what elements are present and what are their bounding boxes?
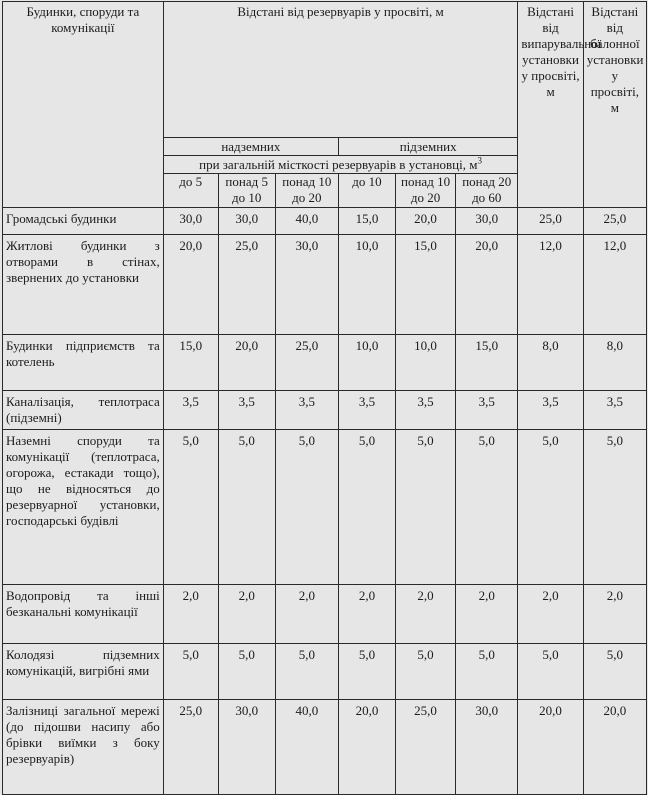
header-capacity-text: при загальній місткості резервуарів в установці, м [199,156,478,172]
distance-value: 5,0 [518,644,583,700]
header-buildings: Будинки, споруди та комунікації [3,2,164,208]
distance-value: 15,0 [338,208,395,235]
row-label: Каналізація, теплотраса (підземні) [3,391,164,430]
distance-value: 5,0 [275,430,338,585]
distance-value: 20,0 [518,700,583,795]
table-body [3,208,647,795]
distance-value: 3,5 [395,391,455,430]
distance-value: 8,0 [583,335,646,391]
distance-value: 2,0 [518,585,583,644]
header-capacity [163,156,518,174]
range-cell: до 5 [163,174,218,208]
distance-value: 3,5 [338,391,395,430]
range-cell: понад 5 до 10 [218,174,275,208]
distance-value: 2,0 [218,585,275,644]
header-capacity-sup: 3 [477,155,482,166]
distance-value: 25,0 [163,700,218,795]
distance-value: 12,0 [583,235,646,335]
table-row [3,235,647,335]
range-cell: понад 10 до 20 [275,174,338,208]
distance-value: 20,0 [456,235,518,335]
range-cell: до 10 [338,174,395,208]
distance-value: 15,0 [395,235,455,335]
distance-value: 30,0 [456,208,518,235]
distance-value: 5,0 [218,430,275,585]
distance-value: 30,0 [163,208,218,235]
distance-value: 2,0 [275,585,338,644]
distance-value: 10,0 [395,335,455,391]
distance-value: 10,0 [338,235,395,335]
distance-value: 20,0 [163,235,218,335]
row-label: Колодязі підземних комунікацій, вигрібні ями [3,644,164,700]
distance-value: 25,0 [583,208,646,235]
distance-value: 30,0 [218,700,275,795]
row-label: Залізниці загальної мережі (до підошви насипу або брівки виїмки з боку резервуарів) [3,700,164,795]
table-row [3,644,647,700]
distance-value: 25,0 [518,208,583,235]
distance-value: 3,5 [163,391,218,430]
distance-value: 20,0 [395,208,455,235]
table-row [3,700,647,795]
distance-value: 20,0 [338,700,395,795]
header-evaporator: Відстані від випарувальної установки у просвіті, м [518,2,583,208]
distance-value: 5,0 [518,430,583,585]
range-cell: понад 20 до 60 [456,174,518,208]
row-label: Водопровід та інші безканальні комунікації [3,585,164,644]
header-cylinder: Відстані від балонної установки у просвіті, м [583,2,646,208]
distance-value: 2,0 [395,585,455,644]
distance-value: 5,0 [583,644,646,700]
table-row [3,391,647,430]
distance-value: 5,0 [338,430,395,585]
distance-value: 25,0 [395,700,455,795]
distance-value: 5,0 [583,430,646,585]
distance-value: 5,0 [395,430,455,585]
distance-value: 3,5 [583,391,646,430]
header-reservoirs: Відстані від резервуарів у просвіті, м [163,2,518,138]
distance-value: 3,5 [456,391,518,430]
distance-value: 2,0 [163,585,218,644]
distance-value: 5,0 [395,644,455,700]
header-aboveground: надземних [163,138,338,156]
distance-value: 25,0 [275,335,338,391]
table-row [3,430,647,585]
distance-value: 5,0 [275,644,338,700]
header-underground: підземних [338,138,517,156]
distance-value: 10,0 [338,335,395,391]
distance-value: 5,0 [163,430,218,585]
row-label: Житлові будинки з отворами в стінах, звернених до установки [3,235,164,335]
distance-value: 2,0 [456,585,518,644]
distance-value: 5,0 [456,430,518,585]
distance-value: 3,5 [218,391,275,430]
distance-value: 3,5 [275,391,338,430]
row-label: Наземні споруди та комунікації (теплотраса, огорожа, естакади тощо), що не відносяться до резервуарної установки, господарські будівлі [3,430,164,585]
table-row [3,335,647,391]
range-cell: понад 10 до 20 [395,174,455,208]
distance-value: 2,0 [338,585,395,644]
distance-value: 3,5 [518,391,583,430]
distance-table [2,1,647,795]
distance-value: 20,0 [218,335,275,391]
distance-value: 5,0 [456,644,518,700]
distance-value: 8,0 [518,335,583,391]
distance-value: 5,0 [338,644,395,700]
distance-value: 40,0 [275,700,338,795]
distance-value: 2,0 [583,585,646,644]
distance-value: 20,0 [583,700,646,795]
distance-value: 5,0 [163,644,218,700]
row-label: Громадські будинки [3,208,164,235]
distance-value: 40,0 [275,208,338,235]
distance-value: 12,0 [518,235,583,335]
distance-value: 15,0 [163,335,218,391]
distance-value: 30,0 [275,235,338,335]
distance-value: 25,0 [218,235,275,335]
table-row [3,208,647,235]
distance-value: 5,0 [218,644,275,700]
distance-value: 30,0 [218,208,275,235]
table-row [3,585,647,644]
distance-value: 30,0 [456,700,518,795]
distance-value: 15,0 [456,335,518,391]
row-label: Будинки підприємств та котелень [3,335,164,391]
